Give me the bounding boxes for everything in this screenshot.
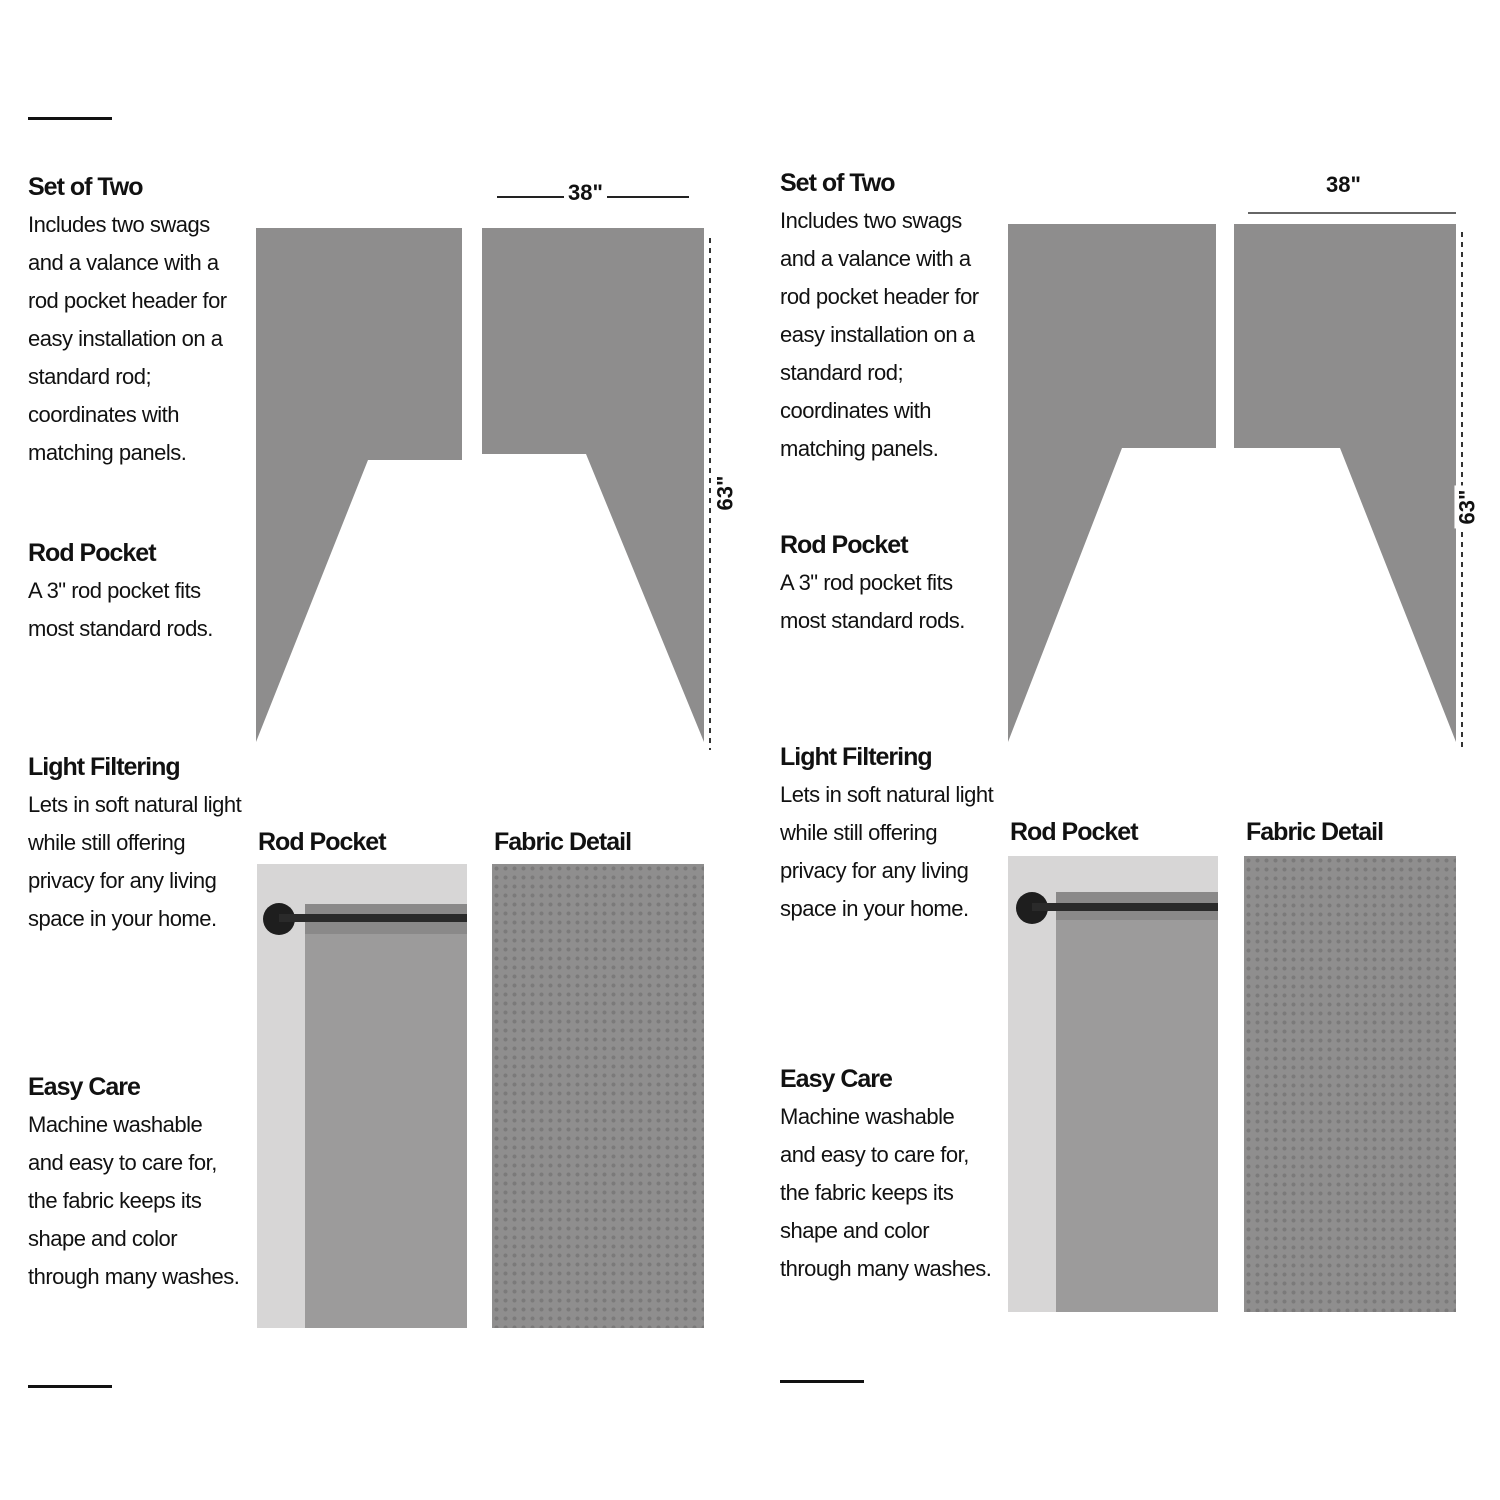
caption-rod-pocket: Rod Pocket	[1010, 818, 1138, 846]
hanging-curtain	[1056, 892, 1218, 1312]
right-swag	[1234, 224, 1456, 742]
feature-body: Lets in soft natural light while still offering privacy for any living space in your home.	[780, 782, 994, 921]
length-dimension-label: 63"	[1454, 486, 1480, 529]
feature-title: Light Filtering	[28, 753, 180, 781]
feature-rod-pocket	[780, 530, 995, 640]
feature-body: Lets in soft natural light while still offering privacy for any living space in your home.	[28, 792, 242, 931]
feature-title: Light Filtering	[780, 743, 932, 771]
feature-title: Set of Two	[28, 173, 143, 201]
feature-set-of-two	[28, 172, 243, 472]
feature-body: Machine washable and easy to care for, the fabric keeps its shape and color through many washes.	[28, 1112, 240, 1289]
fabric-detail-photo	[492, 864, 704, 1328]
feature-title: Easy Care	[780, 1065, 892, 1093]
caption-fabric-detail: Fabric Detail	[494, 828, 632, 856]
feature-body: A 3" rod pocket fits most standard rods.	[28, 578, 213, 641]
fabric-detail-photo	[1244, 856, 1456, 1312]
width-dimension-label: 38"	[1322, 172, 1365, 198]
bottom-divider-left	[28, 1385, 112, 1388]
feature-title: Set of Two	[780, 169, 895, 197]
feature-body: Includes two swags and a valance with a rod pocket header for easy installation on a standard rod; coordinates with matching panels.	[28, 212, 227, 465]
feature-light-filtering	[28, 752, 243, 938]
caption-rod-pocket: Rod Pocket	[258, 828, 386, 856]
feature-body: A 3" rod pocket fits most standard rods.	[780, 570, 965, 633]
width-dimension-line	[1248, 212, 1456, 214]
feature-easy-care	[780, 1064, 995, 1288]
curtain-rod	[1032, 903, 1218, 911]
width-dimension-label: 38"	[564, 180, 607, 206]
feature-body: Includes two swags and a valance with a rod pocket header for easy installation on a standard rod; coordinates with matching panels.	[780, 208, 979, 461]
caption-fabric-detail: Fabric Detail	[1246, 818, 1384, 846]
swag-curtain-image	[1008, 222, 1468, 752]
feature-easy-care	[28, 1072, 243, 1296]
left-swag	[256, 228, 462, 742]
feature-title: Easy Care	[28, 1073, 140, 1101]
rod-pocket-photo	[1008, 856, 1218, 1312]
top-divider-left	[28, 117, 112, 120]
left-swag	[1008, 224, 1216, 742]
hanging-curtain	[305, 904, 467, 1328]
length-dimension-label: 63"	[712, 472, 738, 515]
swag-curtain-image	[256, 222, 716, 752]
bottom-divider-right	[780, 1380, 864, 1383]
feature-body: Machine washable and easy to care for, the fabric keeps its shape and color through many washes.	[780, 1104, 992, 1281]
feature-rod-pocket	[28, 538, 243, 648]
feature-title: Rod Pocket	[780, 531, 908, 559]
feature-light-filtering	[780, 742, 995, 928]
feature-title: Rod Pocket	[28, 539, 156, 567]
curtain-rod	[279, 914, 467, 922]
right-swag	[482, 228, 704, 742]
rod-pocket-photo	[257, 864, 467, 1328]
feature-set-of-two	[780, 168, 995, 468]
